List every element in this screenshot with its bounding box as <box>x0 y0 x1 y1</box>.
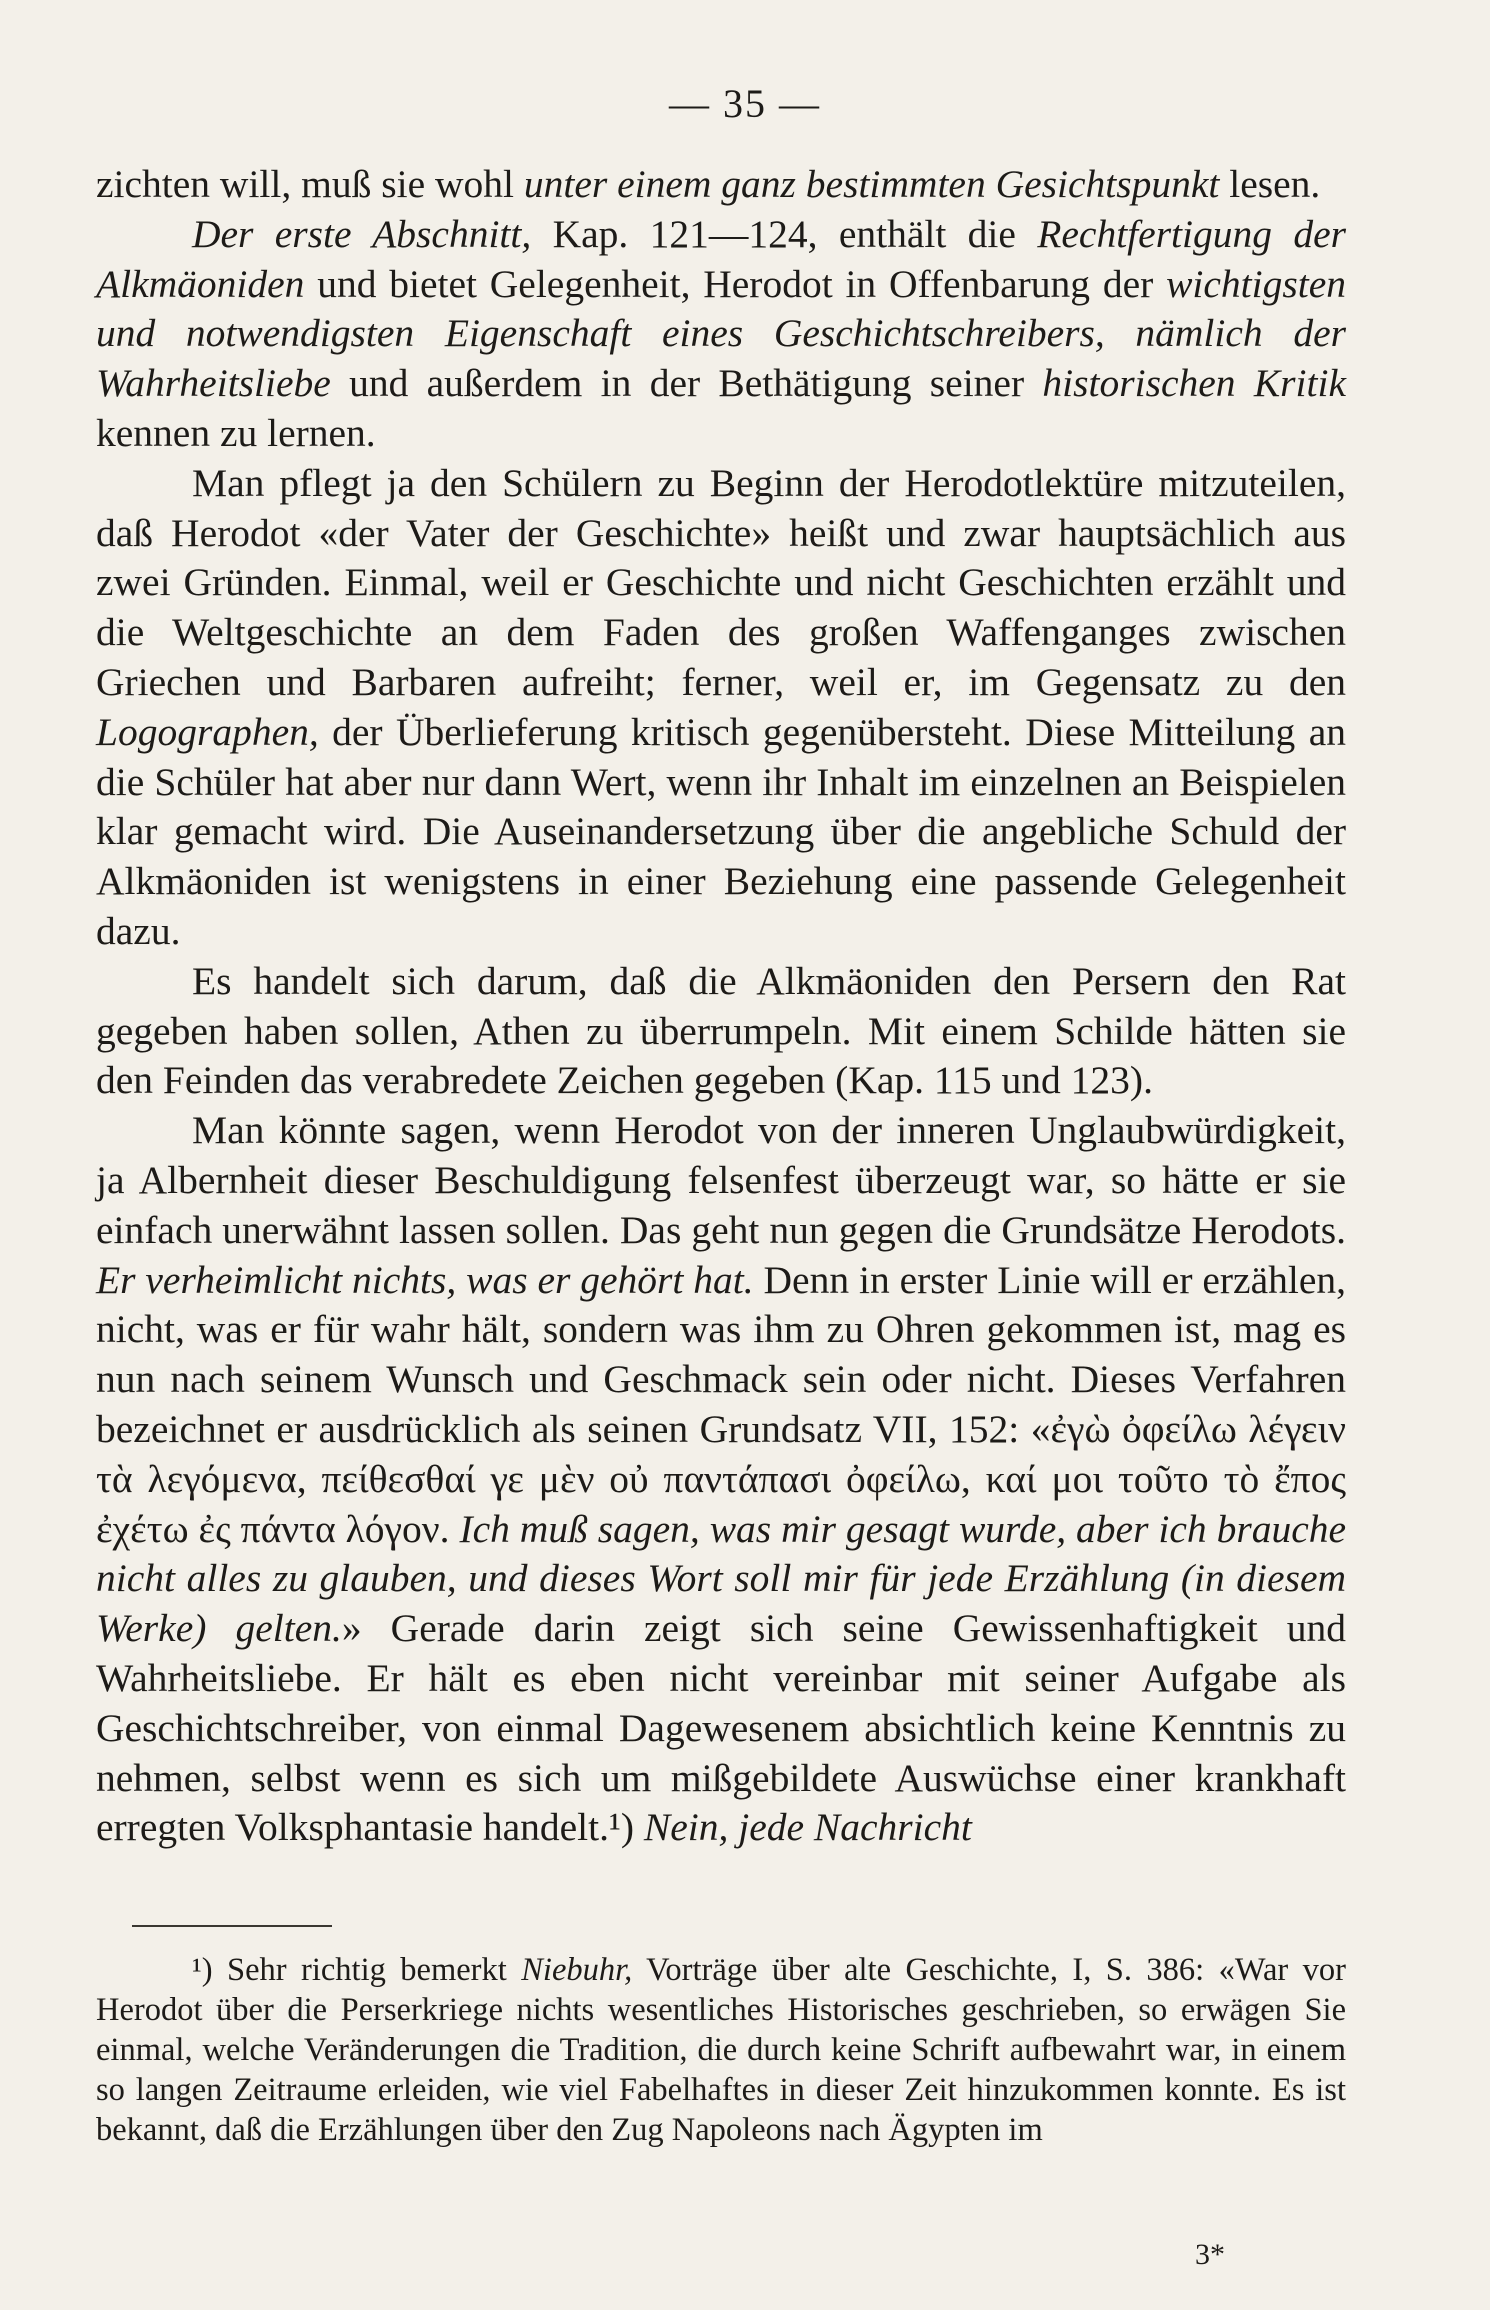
text-run-italic: Logographen, <box>96 709 319 754</box>
page-number: — 35 — <box>669 81 821 126</box>
text-run: Kap. 121—124, enthält die <box>531 211 1038 256</box>
main-text <box>96 160 1346 1853</box>
text-run: ¹) Sehr richtig bemerkt <box>192 1952 522 1988</box>
signature-mark: 3* <box>1195 2238 1225 2271</box>
paragraph <box>96 957 1346 1106</box>
text-run: » Gerade darin zeigt sich seine Gewissenhaftigkeit und Wahrheitsliebe. Er hält es eben nicht vereinbar mit seiner Aufgabe als Geschichtschreiber, von einmal Dagewesenem absichtlich keine Kenntnis zu nehmen, selbst wenn es sich um mißgebildete Auswüchse einer krankhaft erregten Volksphantasie handelt.¹) <box>96 1606 1346 1850</box>
text-run-italic: Nein, jede Nachricht <box>643 1805 972 1850</box>
text-run: kennen zu lernen. <box>96 410 376 455</box>
text-run-italic: Der erste Abschnitt, <box>192 211 532 256</box>
text-run: zichten will, muß sie wohl <box>96 162 524 206</box>
text-run-italic: Rechtfertigung der Alkmäoniden <box>96 211 1347 306</box>
text-run-italic: historischen Kritik <box>1042 361 1346 406</box>
text-run: der Überlieferung kritisch gegenübersteht. Diese Mitteilung an die Schüler hat aber nur dann Wert, wenn ihr Inhalt im einzelnen an Beispielen klar gemacht wird. Die Auseinandersetzung über die angebliche Schuld der Alkmäoniden ist wenigstens in einer Beziehung eine passende Gelegenheit dazu. <box>96 709 1346 953</box>
paragraph <box>96 210 1346 459</box>
text-run-italic: unter einem ganz bestimmten Gesichtspunkt <box>523 162 1220 206</box>
text-run-italic: Er verheimlicht nichts, was er gehört hat. <box>96 1257 754 1302</box>
footnote <box>96 1950 1346 2150</box>
footnote-divider <box>132 1925 332 1927</box>
paragraph <box>96 1106 1346 1853</box>
footnote-paragraph <box>96 1950 1346 2150</box>
text-run: lesen. <box>1219 162 1321 206</box>
text-run: Man könnte sagen, wenn Herodot von der inneren Unglaubwürdigkeit, ja Albernheit dieser Beschuldigung felsenfest überzeugt war, so hätte er sie einfach unerwähnt lassen sollen. Das geht nun gegen die Grundsätze Herodots. <box>96 1108 1346 1252</box>
text-run: Man pflegt ja den Schülern zu Beginn der Herodotlektüre mitzuteilen, daß Herodot «der Vater der Geschichte» heißt und zwar hauptsächlich aus zwei Gründen. Einmal, weil er Geschichte und nicht Geschichten erzählt und die Weltgeschichte an dem Faden des großen Waffenganges zwischen Griechen und Barbaren aufreiht; ferner, weil er, im Gegensatz zu den <box>96 460 1346 704</box>
paragraph <box>96 160 1346 210</box>
paragraph <box>96 459 1346 957</box>
text-run-italic: Ich muß sagen, was mir gesagt wurde, aber ich brauche nicht alles zu glauben, und dieses Wort soll mir für jede Erzählung (in diesem Werke) gelten. <box>96 1506 1347 1651</box>
text-run: und bietet Gelegenheit, Herodot in Offenbarung der <box>304 261 1167 306</box>
text-run-italic: Niebuhr, <box>521 1952 633 1988</box>
text-run: Vorträge über alte Geschichte, I, S. 386: «War vor Herodot über die Perserkriege nichts wesentliches Historisches geschrieben, so erwägen Sie einmal, welche Veränderungen die Tradition, die durch keine Schrift aufbewahrt war, in einem so langen Zeitraume erleiden, wie viel Fabelhaftes in dieser Zeit hinzukommen konnte. Es ist bekannt, daß die Erzählungen über den Zug Napoleons nach Ägypten im <box>96 1952 1346 2148</box>
text-run: und außerdem in der Bethätigung seiner <box>330 361 1043 406</box>
text-run: Denn in erster Linie will er erzählen, nicht, was er für wahr hält, sondern was ihm zu Ohren gekommen ist, mag es nun nach seinem Wunsch und Geschmack sein oder nicht. Dieses Verfahren bezeichnet er ausdrücklich als seinen Grundsatz VII, 152: «ἐγὼ ὀφείλω λέγειν τὰ λεγόμενα, πείθεσθαί γε μὲν οὐ παντάπασι ὀφείλω, καί μοι τοῦτο τὸ ἔπος ἐχέτω ἐς πάντα λόγον. <box>96 1257 1346 1551</box>
text-run-italic: wichtigsten und notwendigsten Eigenschaft eines Geschichtschreibers, nämlich der Wahrheitsliebe <box>96 261 1346 406</box>
text-run: Es handelt sich darum, daß die Alkmäoniden den Persern den Rat gegeben haben sollen, Athen zu überrumpeln. Mit einem Schilde hätten sie den Feinden das verabredete Zeichen gegeben (Kap. 115 und 123). <box>96 958 1346 1103</box>
